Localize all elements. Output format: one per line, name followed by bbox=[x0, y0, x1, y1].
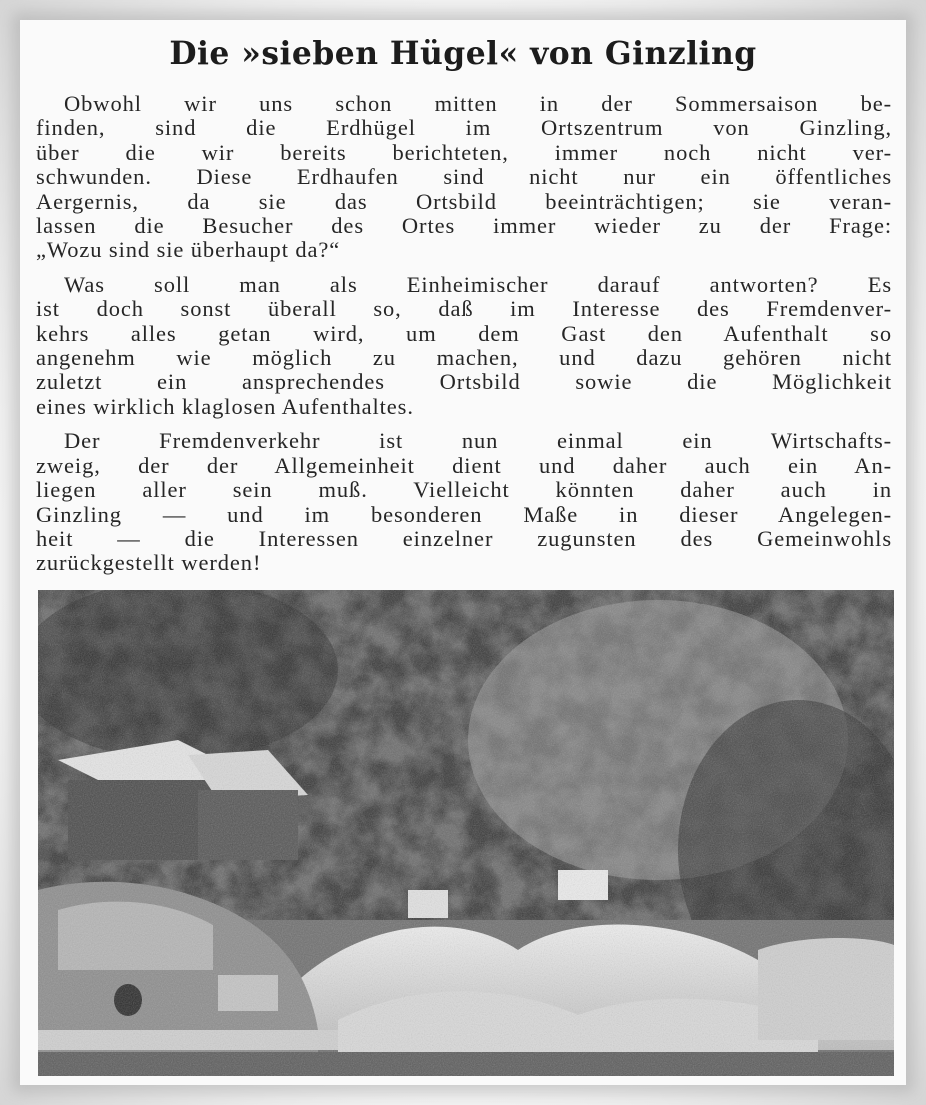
text-line: „Wozu sind sie überhaupt da?“ bbox=[36, 237, 341, 263]
text-line: lassen die Besucher des Ortes immer wieder zu der Frage: bbox=[36, 213, 892, 239]
text-line: zweig, der der Allgemeinheit dient und daher auch ein An- bbox=[36, 452, 892, 478]
paragraph-3 bbox=[36, 429, 892, 575]
text-line: zuletzt ein ansprechendes Ortsbild sowie die Möglichkeit bbox=[36, 369, 892, 395]
text-line: Was soll man als Einheimischer darauf antworten? Es bbox=[64, 271, 892, 297]
text-line: schwunden. Diese Erdhaufen sind nicht nur ein öffentliches bbox=[36, 164, 892, 190]
text-line: Der Fremdenverkehr ist nun einmal ein Wirtschafts- bbox=[64, 428, 892, 454]
text-line: Aergernis, da sie das Ortsbild beeinträchtigen; sie veran- bbox=[36, 188, 892, 214]
text-line: angenehm wie möglich zu machen, und dazu gehören nicht bbox=[36, 345, 892, 371]
paragraph-2 bbox=[36, 273, 892, 419]
text-line: zurückgestellt werden! bbox=[36, 550, 262, 576]
text-line: heit — die Interessen einzelner zugunsten des Gemeinwohls bbox=[36, 525, 892, 551]
text-line: kehrs alles getan wird, um dem Gast den Aufenthalt so bbox=[36, 320, 892, 346]
article-body bbox=[36, 92, 892, 586]
text-line: über die wir bereits berichteten, immer noch nicht ver- bbox=[36, 139, 892, 165]
text-line: finden, sind die Erdhügel im Ortszentrum von Ginzling, bbox=[36, 115, 892, 141]
headline: Die »sieben Hügel« von Ginzling bbox=[169, 34, 757, 72]
film-grain bbox=[38, 590, 894, 1076]
village-street-with-earth-mounds-photo bbox=[38, 590, 894, 1076]
photo-illustration bbox=[38, 590, 894, 1076]
paragraph-1 bbox=[36, 92, 892, 263]
text-line: liegen aller sein muß. Vielleicht könnten daher auch in bbox=[36, 477, 892, 503]
text-line: Ginzling — und im besonderen Maße in dieser Angelegen- bbox=[36, 501, 892, 527]
text-line: ist doch sonst überall so, daß im Interesse des Fremdenver- bbox=[36, 296, 892, 322]
text-line: eines wirklich klaglosen Aufenthaltes. bbox=[36, 393, 414, 419]
text-line: Obwohl wir uns schon mitten in der Sommersaison be- bbox=[64, 91, 892, 116]
